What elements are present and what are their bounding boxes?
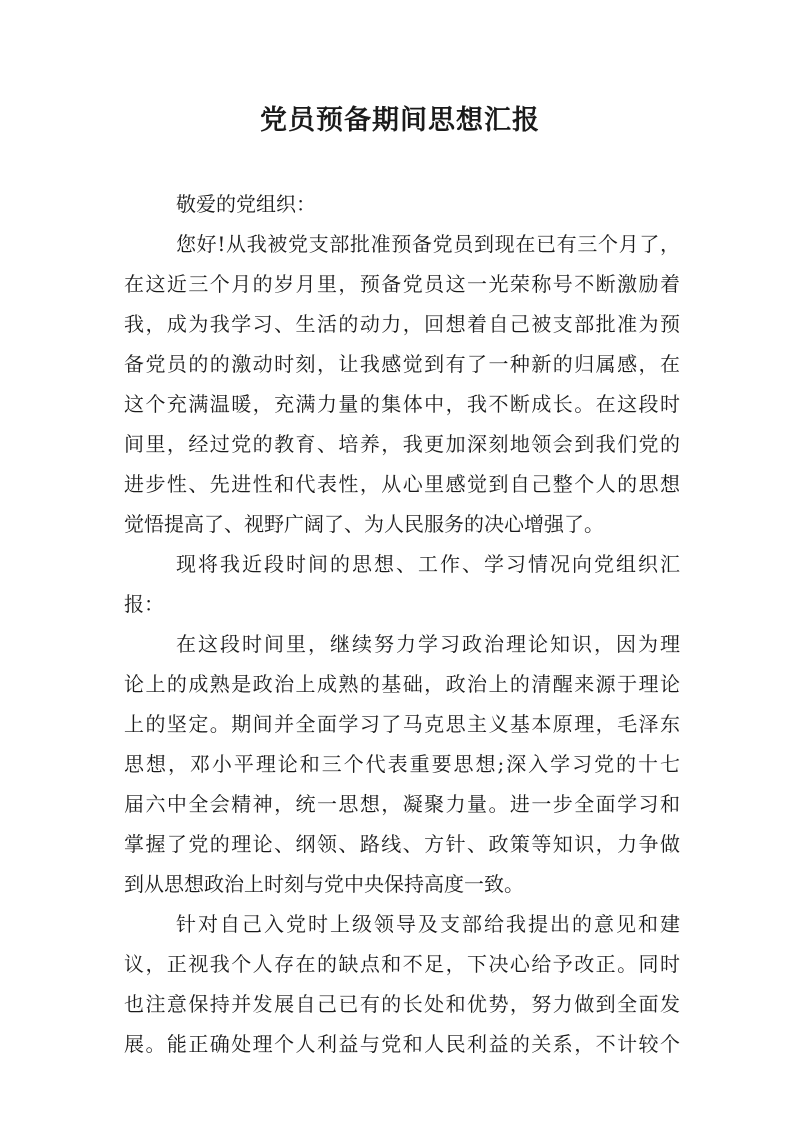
paragraph-line: 备党员的的激动时刻，让我感觉到有了一种新的归属感，在 — [124, 352, 680, 376]
document-title: 党员预备期间思想汇报 — [260, 105, 540, 136]
paragraph-line: 也注意保持并发展自己已有的长处和优势，努力做到全面发 — [124, 992, 680, 1016]
paragraph-line: 在这段时间里，继续努力学习政治理论知识，因为理 — [176, 632, 680, 656]
paragraph-1 — [124, 224, 680, 544]
paragraph-line: 掌握了党的理论、纲领、路线、方针、政策等知识，力争做 — [124, 832, 680, 856]
paragraph-line: 论上的成熟是政治上成熟的基础，政治上的清醒来源于理论 — [124, 672, 680, 696]
salutation: 敬爱的党组织： — [176, 192, 316, 216]
document-body — [124, 184, 680, 1064]
paragraph-3 — [124, 624, 680, 904]
paragraph-line: 到从思想政治上时刻与党中央保持高度一致。 — [124, 872, 524, 896]
paragraph-line: 觉悟提高了、视野广阔了、为人民服务的决心增强了。 — [124, 512, 604, 536]
paragraph-line: 您好!从我被党支部批准预备党员到现在已有三个月了， — [176, 232, 680, 256]
paragraph-line: 在这近三个月的岁月里，预备党员这一光荣称号不断激励着 — [124, 272, 680, 296]
paragraph-line: 上的坚定。期间并全面学习了马克思主义基本原理，毛泽东 — [124, 712, 680, 736]
paragraph-line: 我，成为我学习、生活的动力，回想着自己被支部批准为预 — [124, 312, 680, 336]
paragraph-line: 展。能正确处理个人利益与党和人民利益的关系，不计较个 — [124, 1032, 680, 1056]
paragraph-line: 报： — [124, 592, 164, 616]
paragraph-line: 这个充满温暖，充满力量的集体中，我不断成长。在这段时 — [124, 392, 680, 416]
paragraph-line: 进步性、先进性和代表性，从心里感觉到自己整个人的思想 — [124, 472, 680, 496]
paragraph-line: 现将我近段时间的思想、工作、学习情况向党组织汇 — [176, 552, 680, 576]
paragraph-line: 议，正视我个人存在的缺点和不足，下决心给予改正。同时 — [124, 952, 680, 976]
paragraph-line: 间里，经过党的教育、培养，我更加深刻地领会到我们党的 — [124, 432, 680, 456]
paragraph-line: 届六中全会精神，统一思想，凝聚力量。进一步全面学习和 — [124, 792, 680, 816]
paragraph-4 — [124, 904, 680, 1064]
paragraph-2 — [124, 544, 680, 624]
paragraph-line: 针对自己入党时上级领导及支部给我提出的意见和建 — [176, 912, 680, 936]
paragraph-line: 思想，邓小平理论和三个代表重要思想;深入学习党的十七 — [124, 752, 680, 776]
